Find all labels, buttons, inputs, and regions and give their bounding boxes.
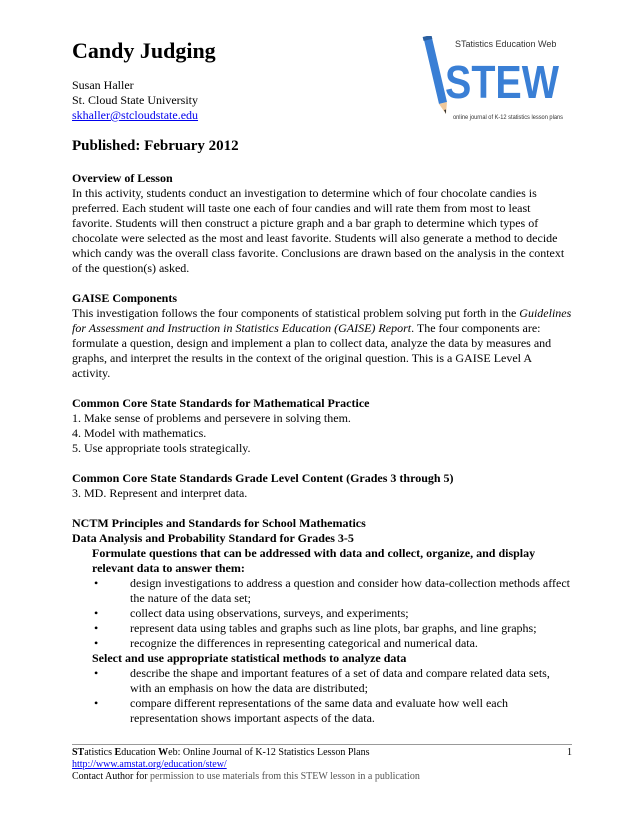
ccss-content-section [72,471,572,501]
lesson-body [72,171,572,726]
pencil-icon [423,36,447,114]
ccss-content-heading: Common Core State Standards Grade Level Content (Grades 3 through 5) [72,471,454,485]
footer-permission-text: permission to use materials from this STEW lesson in a publication [150,771,420,782]
ccss-practice-item: 5. Use appropriate tools strategically. [72,441,251,455]
list-item: • recognize the differences in representing categorical and numerical data. [92,636,572,651]
footer-url-link[interactable]: http://www.amstat.org/education/stew/ [72,759,227,770]
footer-journal-name: STatistics Education Web: Online Journal of K-12 Statistics Lesson Plans [72,747,370,758]
list-item: • collect data using observations, surveys, and experiments; [92,606,572,621]
page-number: 1 [567,747,572,758]
gaise-text-after: . The four components are: formulate a question, design and implement a plan to collect data, analyze the data by measures and graphs, and interpret the results in the context of the original question. This is a GAISE Level A activity. [72,321,552,380]
footer-contact [72,771,572,783]
ccss-practice-item: 4. Model with mathematics. [72,426,207,440]
ccss-practice-section [72,396,572,456]
gaise-section [72,291,572,381]
gaise-text-before: This investigation follows the four components of statistical problem solving put forth in the [72,306,520,320]
page-footer [72,744,572,783]
nctm-group1-heading: Formulate questions that can be addressed with data and collect, organize, and display relevant data to answer them: [92,546,536,575]
gaise-report-title: Guidelines for Assessment and Instruction in Statistics Education (GAISE) Report [72,306,572,335]
author-email-link[interactable]: skhaller@stcloudstate.edu [72,108,199,122]
footer-divider [72,744,572,745]
overview-heading: Overview of Lesson [72,171,173,185]
nctm-group1-list [72,576,572,651]
logo-top-text: STatistics Education Web [455,39,557,49]
nctm-group2-heading: Select and use appropriate statistical methods to analyze data [92,651,407,665]
list-item: • represent data using tables and graphs such as line plots, bar graphs, and line graphs; [92,621,572,636]
overview-section [72,171,572,276]
nctm-section [72,516,572,726]
author-block [72,78,198,123]
list-item: • compare different representations of the same data and evaluate how well each representation shows important aspects of the data. [92,696,572,726]
gaise-text [72,306,572,381]
nctm-group2-list [72,666,572,726]
footer-contact-author: Contact Author for [72,771,151,782]
lesson-title: Candy Judging [72,38,216,63]
list-item: • design investigations to address a question and consider how data-collection methods affect the nature of the data set; [92,576,572,606]
stew-logo [415,36,565,122]
list-item: • describe the shape and important features of a set of data and compare related data sets, with an emphasis on how the data are distributed; [92,666,572,696]
nctm-heading: NCTM Principles and Standards for School Mathematics [72,516,366,530]
overview-text: In this activity, students conduct an investigation to determine which of four chocolate candies is preferred. Each student will taste one each of four candies and will rate them from most to least favorite. Students will then construct a picture graph and a bar graph to determine which types of chocolate were selected as the most and least favorite. Students will also generate a method to decide which candy was the overall class favorite. Conclusions are drawn based on the analysis in the context of the question(s) asked. [72,186,565,275]
logo-main-text: STEW [445,56,560,108]
published-date: Published: February 2012 [72,138,239,154]
author-name: Susan Haller [72,78,134,92]
ccss-practice-item: 1. Make sense of problems and persevere in solving them. [72,411,351,425]
nctm-subheading: Data Analysis and Probability Standard for Grades 3-5 [72,531,354,545]
author-affiliation: St. Cloud State University [72,93,198,107]
ccss-practice-heading: Common Core State Standards for Mathematical Practice [72,396,370,410]
ccss-content-text: 3. MD. Represent and interpret data. [72,486,248,500]
logo-tagline: online journal of K-12 statistics lesson plans [453,114,563,121]
gaise-heading: GAISE Components [72,291,178,305]
